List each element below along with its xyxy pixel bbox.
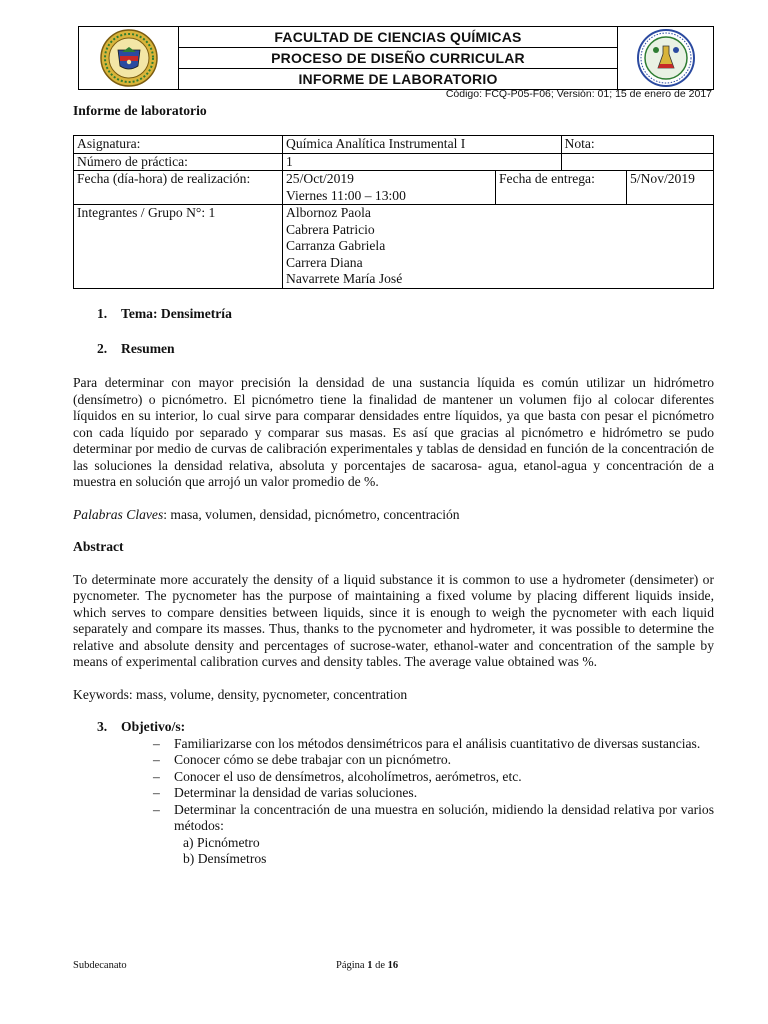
palabras-label: Palabras Claves xyxy=(73,506,164,522)
section-objetivo xyxy=(73,719,714,736)
table-row xyxy=(74,205,714,289)
document-code: Código: FCQ-P05-F06; Versión: 01; 15 de enero de 2017 xyxy=(445,88,712,100)
table-row xyxy=(74,171,714,205)
fecha-value-cell xyxy=(283,171,496,205)
section-number: 2. xyxy=(97,340,108,356)
list-item: – Determinar la densidad de varias soluciones. xyxy=(153,785,418,800)
entrega-label: Fecha de entrega: xyxy=(496,171,627,205)
page-number: Página 1 de 16 xyxy=(336,960,399,971)
palabras-text: : masa, volumen, densidad, picnómetro, concentración xyxy=(163,506,460,522)
table-row xyxy=(74,136,714,154)
members-list xyxy=(283,205,714,289)
fecha-value-date: 25/Oct/2019 xyxy=(286,171,354,186)
header-title-block xyxy=(179,27,617,89)
section-number: 3. xyxy=(97,719,108,734)
fecha-label: Fecha (día-hora) de realización: xyxy=(74,171,283,205)
objectives-list xyxy=(73,736,714,835)
logo-right-cell xyxy=(617,27,713,89)
nota-cell xyxy=(561,136,714,154)
nota-label: Nota: xyxy=(564,136,595,151)
section-title: Objetivo/s: xyxy=(121,719,186,734)
integrantes-label: Integrantes / Grupo N°: 1 xyxy=(74,205,283,289)
table-row xyxy=(74,153,714,171)
section-title: Resumen xyxy=(121,340,175,356)
resumen-paragraph: Para determinar con mayor precisión la densidad de una sustancia líquida es común utilizar un hidrómetro (densímetro) o picnómetro. El picnómetro tiene la finalidad de mantener un volumen fijo al colocar diferentes líquidos en su interior, lo cual sirve para comparar densidades entre líquidos, ya que basta con pesar el picnómetro con cada líquido por separado y comparar sus masas. Es así que gracias al picnómetro e hidrómetro se pudo determinar por medio de curvas de calibración experimentales y tablas de densidad en función de la concentración de las soluciones la densidad relativa, absoluta y porcentajes de sacarosa- agua, etanol-agua y concentración de a muestra en solución que arrojó un valor promedio de %. xyxy=(73,375,714,489)
process-title: PROCESO DE DISEÑO CURRICULAR xyxy=(179,47,617,68)
member-name: Carrera Diana xyxy=(286,254,363,270)
asignatura-value: Química Analítica Instrumental I xyxy=(283,136,562,154)
document-header xyxy=(78,26,714,90)
report-type-title: INFORME DE LABORATORIO xyxy=(179,68,617,89)
university-seal-icon xyxy=(99,28,159,88)
member-name: Carranza Gabriela xyxy=(286,238,386,253)
info-table xyxy=(73,135,714,289)
asignatura-label: Asignatura: xyxy=(74,136,283,154)
practica-label: Número de práctica: xyxy=(74,153,283,171)
list-item: – Familiarizarse con los métodos densimétricos para el análisis cuantitativo de diversas sustancias. xyxy=(153,735,701,751)
logo-left-cell xyxy=(79,27,179,89)
section-title: Tema: Densimetría xyxy=(121,306,232,321)
report-body xyxy=(73,306,714,868)
practica-value: 1 xyxy=(283,153,562,171)
sub-item-a: a) Picnómetro xyxy=(183,834,260,850)
entrega-value: 5/Nov/2019 xyxy=(627,171,714,205)
abstract-heading: Abstract xyxy=(73,539,124,554)
member-name: Navarrete María José xyxy=(286,271,403,286)
empty-cell xyxy=(561,153,714,171)
member-name: Cabrera Patricio xyxy=(286,221,375,237)
section-number: 1. xyxy=(97,306,108,321)
section-resumen xyxy=(73,341,714,358)
list-item: – Conocer el uso de densímetros, alcoholímetros, aerómetros, etc. xyxy=(153,768,522,784)
palabras-claves xyxy=(73,507,714,524)
footer-department: Subdecanato xyxy=(73,960,127,971)
sub-item-b: b) Densímetros xyxy=(183,851,267,866)
list-item: – Determinar la concentración de una muestra en solución, midiendo la densidad relativa por varios métodos: xyxy=(153,801,714,833)
faculty-title: FACULTAD DE CIENCIAS QUÍMICAS xyxy=(274,29,522,45)
section-tema xyxy=(73,306,714,323)
member-name: Albornoz Paola xyxy=(286,205,371,220)
keywords-line: Keywords: mass, volume, density, pycnometer, concentration xyxy=(73,686,408,702)
abstract-paragraph: To determinate more accurately the density of a liquid substance it is common to use a hydrometer (densimeter) or pycnometer. The pycnometer has the purpose of maintaining a fixed volume by placing different liquids inside, which serves to compare densities between liquids, since it is enough to weigh the pycnometer with each liquid separately and compare its masses. Thus, thanks to the pycnometer and hydrometer, it was possible to determine the relative and absolute density and percentages of sucrose-water, ethanol-water and concentration of the sample by means of experimental calibration curves and density tables. The average value obtained was %. xyxy=(73,571,714,669)
list-item: – Conocer cómo se debe trabajar con un picnómetro. xyxy=(153,752,452,767)
report-title: Informe de laboratorio xyxy=(73,103,207,118)
fecha-value-time: Viernes 11:00 – 13:00 xyxy=(286,187,406,203)
faculty-seal-icon xyxy=(636,28,696,88)
